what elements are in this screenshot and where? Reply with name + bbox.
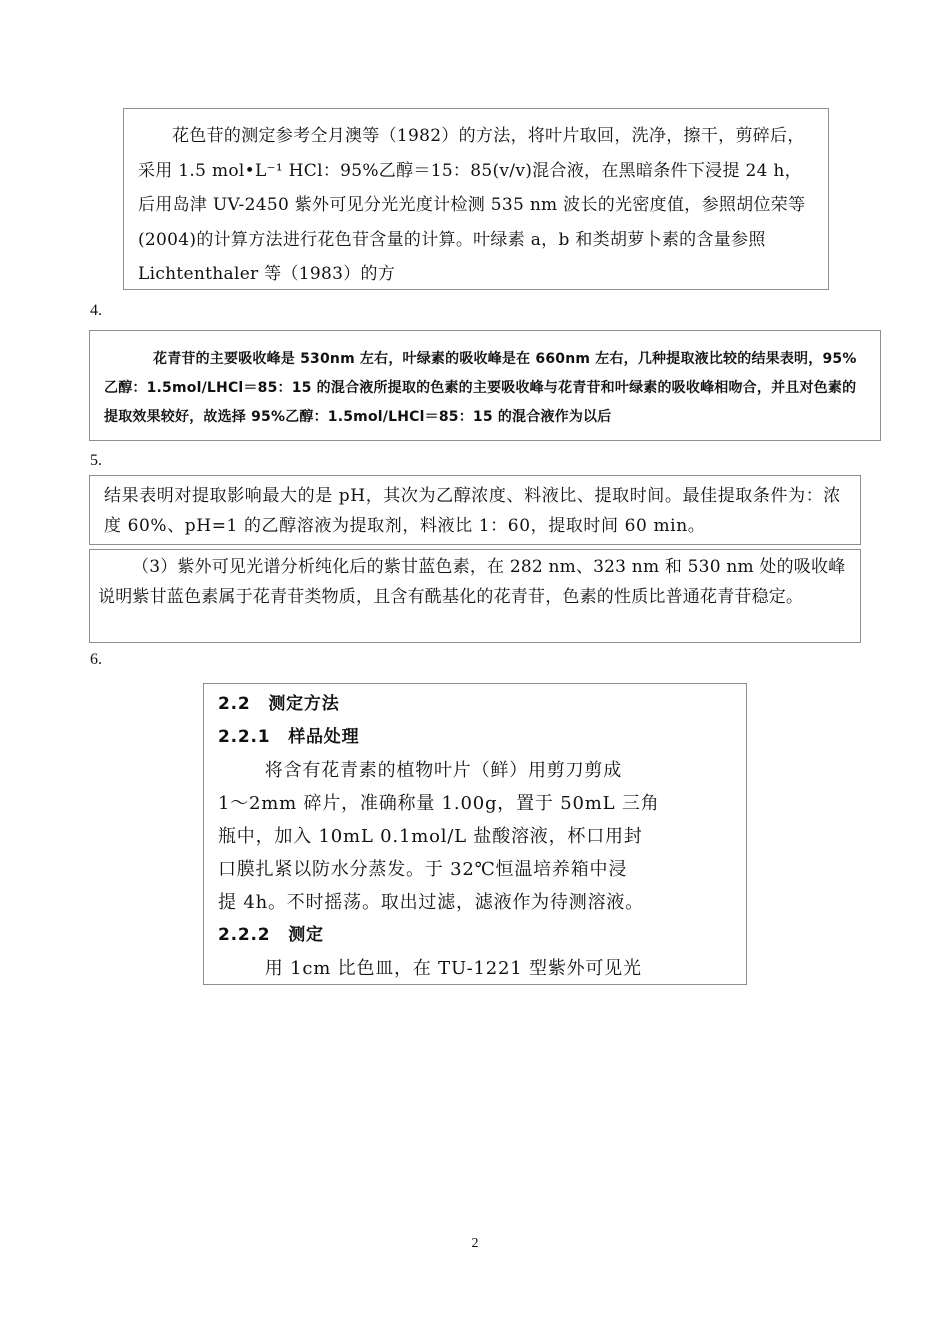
body-line: 提 4h。不时摇荡。取出过滤，滤液作为待测溶液。 <box>218 892 644 913</box>
section-heading-2-2: 2.2 测定方法 <box>218 694 340 714</box>
item-number-5: 5. <box>90 452 102 469</box>
body-line: 用 1cm 比色皿，在 TU-1221 型紫外可见光 <box>264 958 642 979</box>
excerpt-3-text: 结果表明对提取影响最大的是 pH，其次为乙醇浓度、料液比、提取时间。最佳提取条件为：浓度 60%、pH=1 的乙醇溶液为提取剂，料液比 1：60，提取时间 60 min。 <box>104 486 841 536</box>
body-line: 瓶中，加入 10mL 0.1mol/L 盐酸溶液，杯口用封 <box>218 826 643 847</box>
item-number-6: 6. <box>90 651 102 668</box>
excerpt-1-text: 花色苷的测定参考仝月澳等（1982）的方法，将叶片取回，洗净，擦干，剪碎后，采用 1.5 mol•L⁻¹ HCl：95%乙醇＝15：85(v/v)混合液，在黑暗条件下浸提 24 h，后用岛津 UV-2450 紫外可见分光光度计检测 535 nm 波长的光密度值，参照胡位荣等(2004)的计算方法进行花色苷含量的计算。叶绿素 a，b 和类胡萝卜素的含量参照 Lichtenthaler 等（1983）的方 <box>138 126 806 284</box>
item-number-4: 4. <box>90 302 102 319</box>
section-heading-2-2-1: 2.2.1 样品处理 <box>218 727 360 747</box>
section-heading-2-2-2: 2.2.2 测定 <box>218 925 324 945</box>
excerpt-1-anthocyanin-method <box>123 108 829 290</box>
excerpt-4-text: （3）紫外可见光谱分析纯化后的紫甘蓝色素，在 282 nm、323 nm 和 530 nm 处的吸收峰说明紫甘蓝色素属于花青苷类物质，且含有酰基化的花青苷，色素的性质比普通花青苷稳定。 <box>98 557 846 607</box>
page-number: 2 <box>471 1236 479 1251</box>
body-line: 口膜扎紧以防水分蒸发。于 32℃恒温培养箱中浸 <box>218 859 628 880</box>
body-line: 将含有花青素的植物叶片（鲜）用剪刀剪成 <box>264 760 622 781</box>
excerpt-2-text: 花青苷的主要吸收峰是 530nm 左右，叶绿素的吸收峰是在 660nm 左右，几种提取液比较的结果表明，95%乙醇：1.5mol/LHCl＝85：15 的混合液所提取的色素的主要吸收峰与花青苷和叶绿素的吸收峰相吻合，并且对色素的提取效果较好，故选择 95%乙醇：1.5mol/LHCl＝85：15 的混合液作为以后 <box>104 351 857 425</box>
excerpt-2-absorption-peak <box>89 330 881 441</box>
excerpt-4-uv-analysis <box>89 549 861 643</box>
body-line: 1～2mm 碎片，准确称量 1.00g，置于 50mL 三角 <box>218 793 660 814</box>
excerpt-3-extraction-result <box>89 475 861 545</box>
excerpt-5-measurement-method <box>203 683 747 985</box>
